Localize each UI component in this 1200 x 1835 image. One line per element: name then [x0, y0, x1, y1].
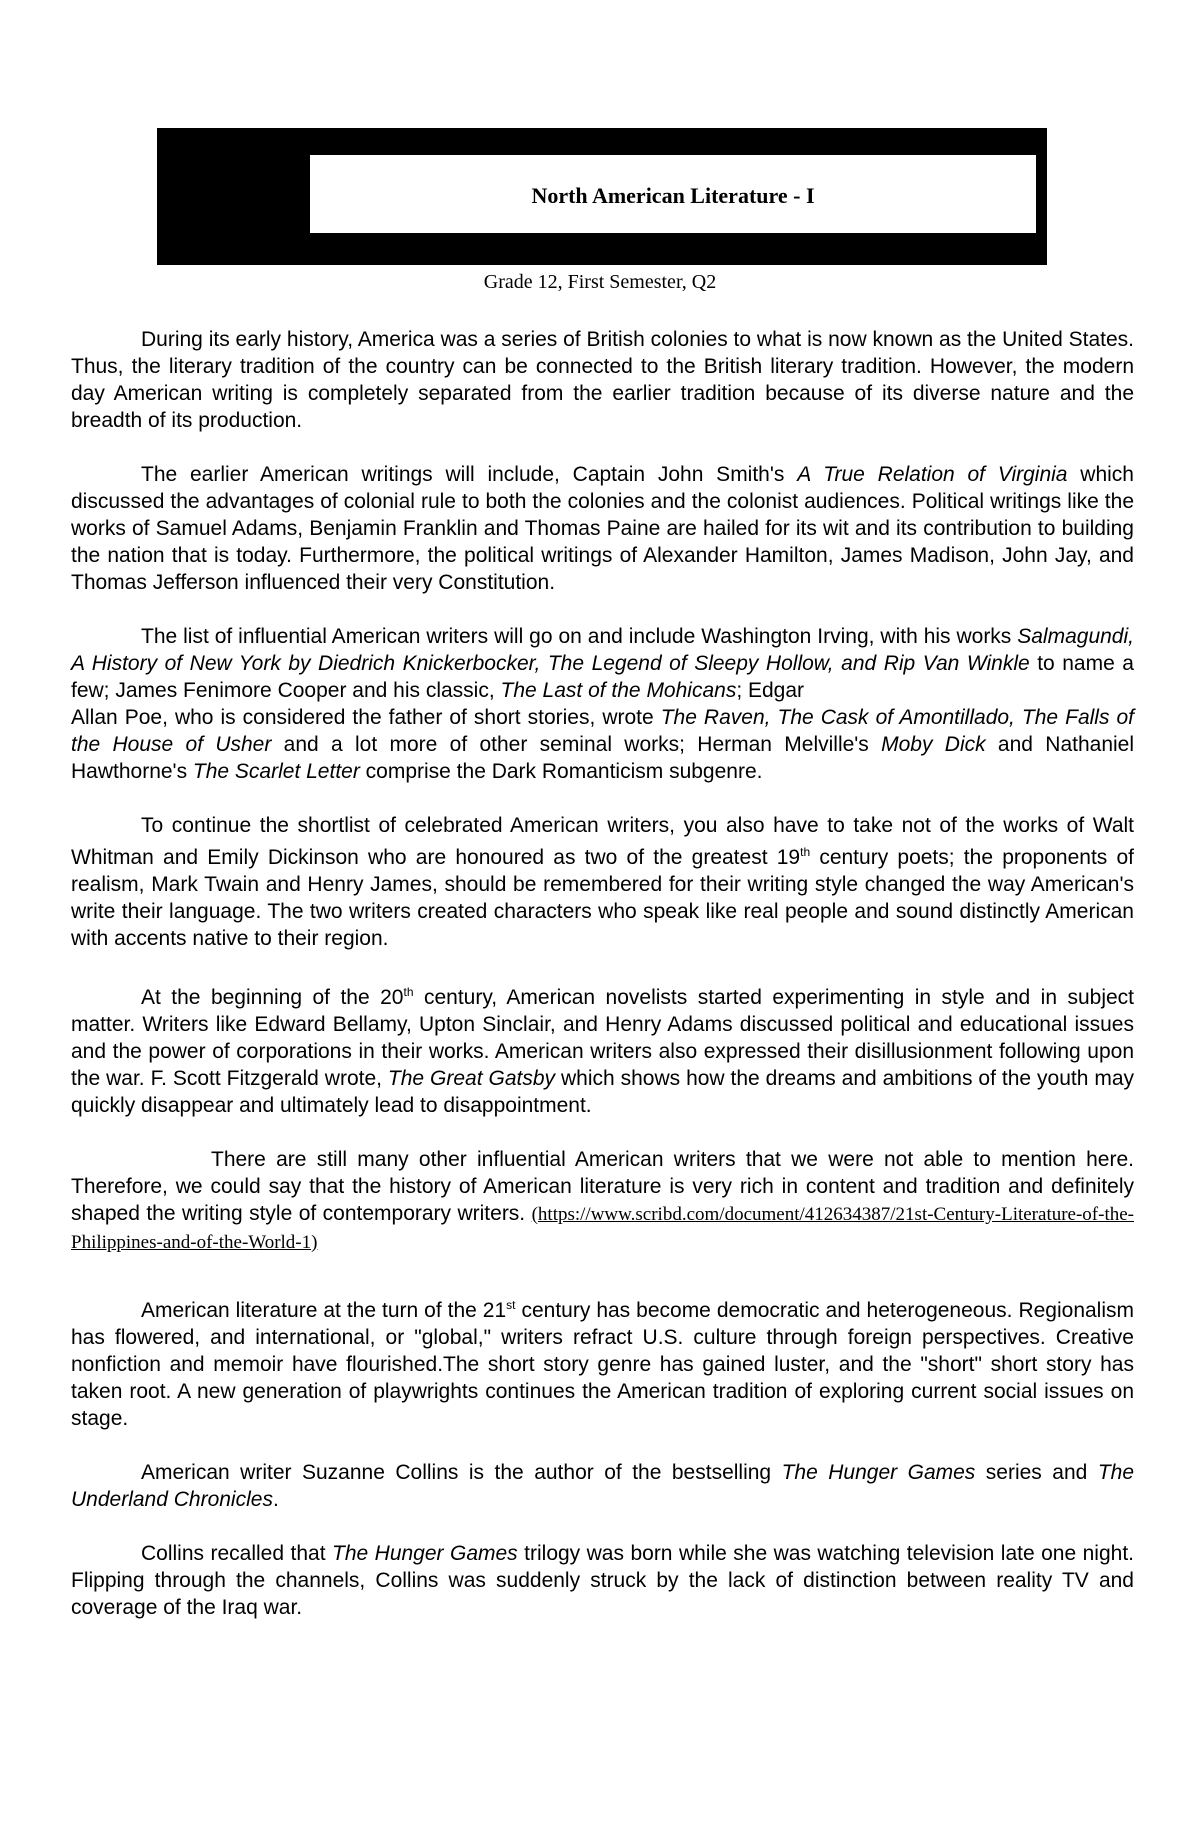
- paragraph-text: The list of influential American writers will go on and include Washington Irving, with his works: [141, 625, 1018, 648]
- paragraph-text: comprise the Dark Romanticism subgenre.: [359, 760, 763, 783]
- paragraph-earlier-writings: [71, 461, 1134, 596]
- paragraph-text: There are still many other influential American writers that we were not able to mention here. Therefore, we could say that the history of American literature is very rich in content and tradition and definitely shaped the writing style of contemporary writers.: [71, 1148, 1134, 1225]
- paragraph-text: Collins recalled that: [141, 1542, 332, 1565]
- book-title: Moby Dick: [881, 733, 986, 756]
- title-banner: [157, 128, 1047, 265]
- paragraph-text: American literature at the turn of the 21: [141, 1299, 507, 1322]
- paragraph-text: to name a few; James Fenimore Cooper and his classic,: [71, 652, 1134, 702]
- paragraph-text: which shows how the dreams and ambitions of the youth may quickly disappear and ultimately lead to disappointment.: [71, 1067, 1134, 1117]
- paragraph-early-history: [71, 326, 1134, 434]
- book-title: A True Relation of Virginia: [797, 463, 1068, 486]
- superscript: th: [403, 985, 414, 999]
- book-title: The Hunger Games: [781, 1461, 976, 1484]
- paragraph-text: To continue the shortlist of celebrated American writers, you also have to take not of the works of Walt Whitman and Emily Dickinson who are honoured as two of the greatest 19: [71, 814, 1134, 869]
- source-link[interactable]: (https://www.scribd.com/document/412634387/21st-Century-Literature-of-the-Philippines-and-of-the-World-1): [71, 1204, 1134, 1253]
- title-box: [310, 155, 1036, 233]
- document-subtitle: Grade 12, First Semester, Q2: [483, 271, 717, 293]
- book-title: The Great Gatsby: [387, 1067, 556, 1090]
- document-title: North American Literature - I: [531, 183, 815, 208]
- book-title: The Underland Chronicles: [71, 1461, 1134, 1511]
- book-title: The Last of the Mohicans: [500, 679, 737, 702]
- paragraph-suzanne-collins: [71, 1459, 1134, 1513]
- book-title: Salmagundi, A History of New York by Diedrich Knickerbocker, The Legend of Sleepy Hollow, and Rip Van Winkle: [71, 625, 1134, 675]
- paragraph-21st-century: [71, 1292, 1134, 1432]
- spacer: [71, 1274, 1134, 1292]
- paragraph-text: century, American novelists started experimenting in style and in subject matter. Writers like Edward Bellamy, Upton Sinclair, and Henry Adams discussed political and educational issues and the power of corporations in their works. American writers also expressed their disillusionment following upon the war. F. Scott Fitzgerald wrote,: [71, 986, 1135, 1090]
- superscript: st: [506, 1298, 516, 1312]
- paragraph-text: which discussed the advantages of colonial rule to both the colonies and the colonist audiences. Political writings like the works of Samuel Adams, Benjamin Franklin and Thomas Paine are hailed for its wit and its contribution to building the nation that is today. Furthermore, the political writings of Alexander Hamilton, James Madison, John Jay, and Thomas Jefferson influenced their very Constitution.: [71, 463, 1134, 594]
- paragraph-influential-writers: [71, 623, 1134, 704]
- paragraph-influential-writers-cont: [71, 704, 1134, 785]
- book-title: The Hunger Games: [332, 1542, 518, 1565]
- paragraph-text: American writer Suzanne Collins is the author of the bestselling: [141, 1461, 782, 1484]
- paragraph-text: ; Edgar: [736, 679, 805, 702]
- book-title: The Raven, The Cask of Amontillado, The Falls of the House of Usher: [71, 706, 1134, 756]
- paragraph-text: series and: [975, 1461, 1098, 1484]
- paragraph-text: and Nathaniel Hawthorne's: [71, 733, 1135, 783]
- paragraph-text: .: [272, 1488, 279, 1511]
- paragraph-text: trilogy was born while she was watching television late one night. Flipping through the channels, Collins was suddenly struck by the lack of distinction between reality TV and coverage of the Iraq war.: [71, 1542, 1134, 1619]
- paragraph-conclusion: [71, 1146, 1134, 1256]
- paragraph-collins-recalled: [71, 1540, 1134, 1621]
- body-text: [71, 326, 1134, 1648]
- paragraph-text: and a lot more of other seminal works; Herman Melville's: [271, 733, 882, 756]
- book-title: The Scarlet Letter: [192, 760, 360, 783]
- paragraph-text: The earlier American writings will include, Captain John Smith's: [141, 463, 798, 486]
- paragraph-text: century poets; the proponents of realism, Mark Twain and Henry James, should be remembered for their writing style changed the way American's write their language. The two writers created characters who speak like real people and sound distinctly American with accents native to their region.: [71, 846, 1134, 950]
- paragraph-text: During its early history, America was a series of British colonies to what is now known as the United States. Thus, the literary tradition of the country can be connected to the British literary tradition. However, the modern day American writing is completely separated from the earlier tradition because of its diverse nature and the breadth of its production.: [71, 328, 1134, 432]
- paragraph-celebrated-writers: [71, 812, 1134, 952]
- paragraph-text: Allan Poe, who is considered the father of short stories, wrote: [71, 706, 661, 729]
- paragraph-20th-century: [71, 979, 1134, 1119]
- paragraph-text: At the beginning of the 20: [141, 986, 404, 1009]
- superscript: th: [800, 845, 811, 859]
- paragraph-text: century has become democratic and heterogeneous. Regionalism has flowered, and international, or "global," writers refract U.S. culture through foreign perspectives. Creative nonfiction and memoir have flourished.The short story genre has gained luster, and the "short" short story has taken root. A new generation of playwrights continues the American tradition of exploring current social issues on stage.: [71, 1299, 1134, 1430]
